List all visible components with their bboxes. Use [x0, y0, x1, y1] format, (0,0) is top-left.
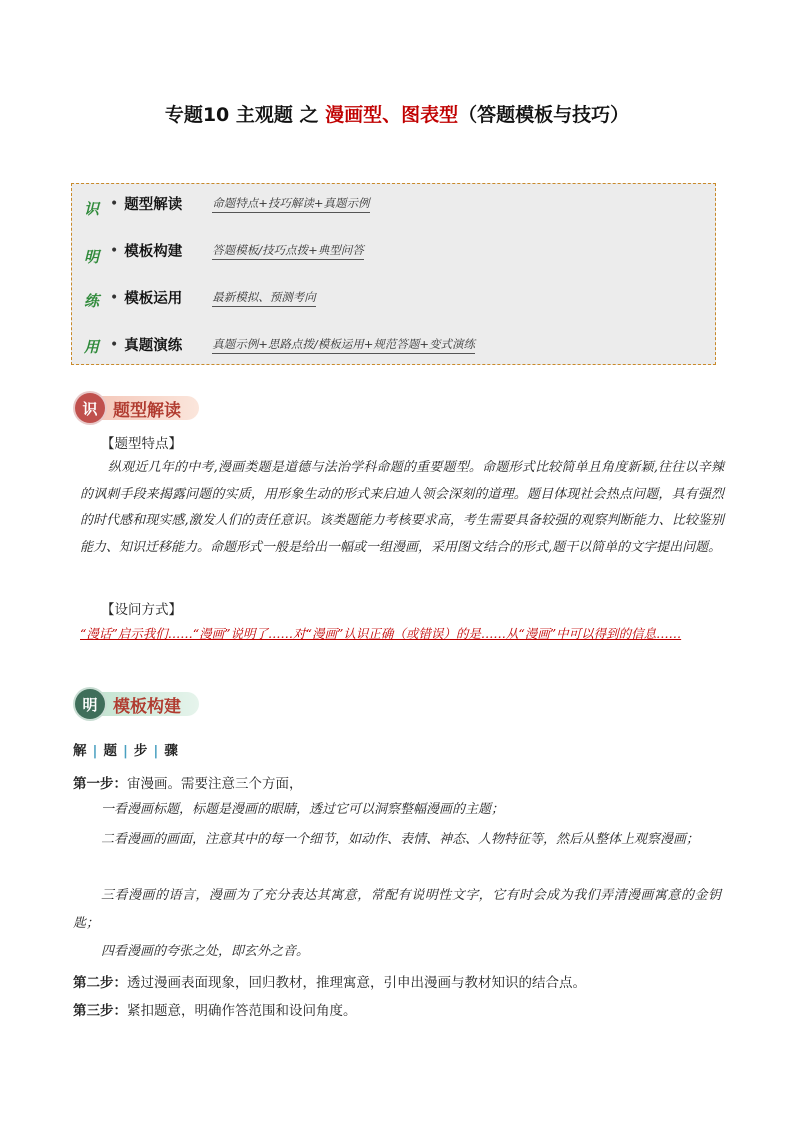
step-1: [73, 772, 303, 792]
overview-item-2: [110, 240, 364, 261]
side-char-2: 明: [84, 248, 100, 266]
side-char-4: 用: [84, 338, 100, 356]
overview-item-label: 模板运用: [124, 291, 183, 307]
overview-box: [71, 183, 716, 365]
steps-label-char: 题: [103, 743, 117, 759]
steps-label-char: 步: [133, 743, 148, 759]
steps-label-char: 骤: [164, 743, 178, 759]
bullet-icon: •: [110, 195, 119, 212]
overview-item-desc: 最新模拟、预测考向: [212, 289, 316, 307]
subheading-questions: 【设问方式】: [101, 602, 182, 618]
overview-item-1: [110, 193, 370, 214]
step-text: 紧扣题意，明确作答范围和设问角度。: [127, 1003, 357, 1019]
badge-circle: 明: [75, 689, 105, 719]
step-label: 第二步：: [73, 975, 127, 991]
step-2: [73, 971, 586, 991]
step-3: [73, 999, 357, 1019]
side-char-3: 练: [84, 292, 100, 310]
overview-item-desc: 命题特点+技巧解读+真题示例: [212, 195, 369, 213]
features-paragraph: 纵观近几年的中考,漫画类题是道德与法治学科命题的重要题型。命题形式比较简单且角度新颖,往往以辛辣的讽刺手段来揭露问题的实质，用形象生动的形式来启迪人领会深刻的道理。题目体现社会热点问题，具有强烈的时代感和现实感,激发人们的责任意识。该类题能力考核要求高，考生需要具备较强的观察判断能力、比较鉴别能力、知识迁移能力。命题形式一般是给出一幅或一组漫画，采用图文结合的形式,题干以简单的文字提出问题。: [80, 460, 724, 555]
section-title: 模板构建: [95, 692, 199, 716]
overview-item-desc: 真题示例+思路点拨/模板运用+规范答题+变式演练: [212, 336, 475, 354]
step-text: 宙漫画。需要注意三个方面，: [127, 776, 303, 792]
steps-label: 解 | 题 | 步 | 骤: [73, 739, 184, 759]
overview-item-3: [110, 287, 316, 308]
step1-point-2: 二看漫画的画面，注意其中的每一个细节，如动作、表情、神态、人物特征等，然后从整体上观察漫画；: [101, 832, 700, 847]
step-label: 第一步：: [73, 776, 127, 792]
steps-label-char: 解: [73, 743, 87, 759]
title-highlight: 漫画型、图表型: [325, 104, 459, 126]
step-label: 第三步：: [73, 1003, 127, 1019]
overview-item-label: 题型解读: [124, 197, 183, 213]
bullet-icon: •: [110, 242, 119, 259]
title-part1: 专题10 主观题 之: [164, 104, 326, 126]
subheading-features: 【题型特点】: [101, 436, 182, 452]
page-title: [0, 100, 794, 127]
step1-point-4: 四看漫画的夸张之处，即玄外之音。: [101, 944, 310, 959]
badge-circle: 识: [75, 393, 105, 423]
overview-item-desc: 答题模板/技巧点拨+典型问答: [212, 242, 364, 260]
step-text: 透过漫画表面现象，回归教材，推理寓意，引申出漫画与教材知识的结合点。: [127, 975, 586, 991]
overview-item-label: 模板构建: [124, 244, 183, 260]
bullet-icon: •: [110, 289, 119, 306]
step1-point-3: 三看漫画的语言，漫画为了充分表达其寓意，常配有说明性文字，它有时会成为我们弄清漫画寓意的金钥匙；: [73, 888, 721, 931]
overview-item-label: 真题演练: [124, 338, 183, 354]
overview-item-4: [110, 334, 475, 355]
bullet-icon: •: [110, 336, 119, 353]
section-badge-template: [75, 688, 199, 720]
step1-point-1: 一看漫画标题，标题是漫画的眼睛，透过它可以洞察整幅漫画的主题；: [101, 802, 505, 817]
title-part3: （答题模板与技巧）: [458, 104, 630, 126]
section-badge-interpretation: [75, 392, 199, 424]
section-title: 题型解读: [95, 396, 199, 420]
side-char-1: 识: [84, 200, 100, 218]
question-patterns: “漫话”启示我们……“漫画”说明了……对“漫画”认识正确（或错误）的是……从“漫画”中可以得到的信息……: [80, 626, 682, 641]
